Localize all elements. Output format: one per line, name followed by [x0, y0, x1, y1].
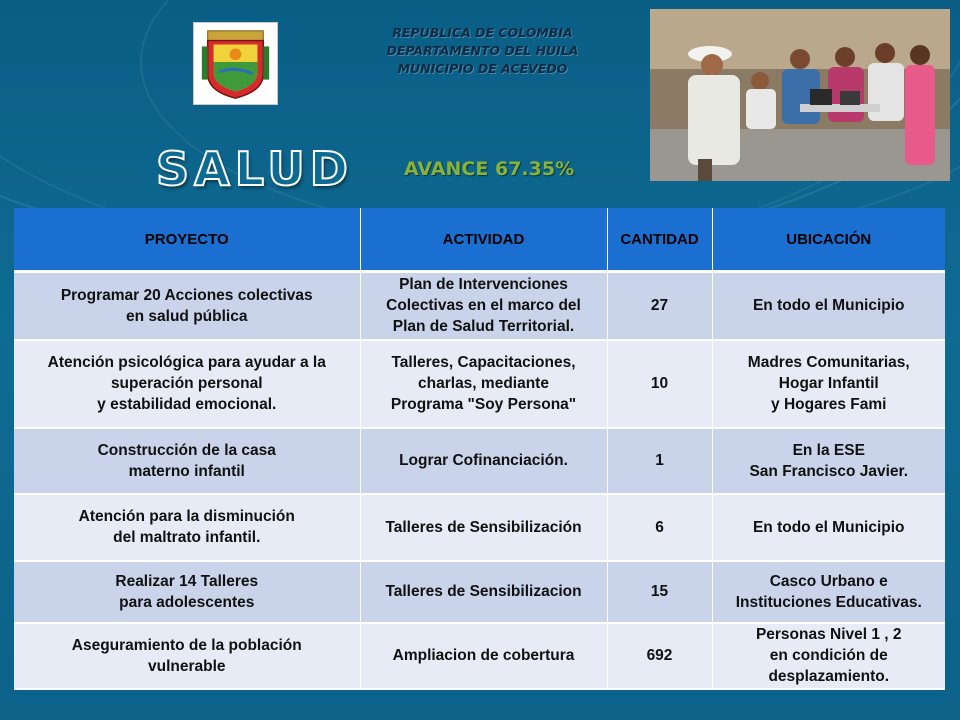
- table-row: [14, 494, 945, 561]
- cell-cantidad: 1: [607, 428, 712, 494]
- cell-actividad: Talleres de Sensibilización: [360, 494, 607, 561]
- cell-cantidad: 27: [607, 272, 712, 340]
- cell-proyecto: Atención psicológica para ayudar a la superación personal y estabilidad emocional.: [14, 340, 360, 428]
- cell-ubicacion: En la ESE San Francisco Javier.: [712, 428, 945, 494]
- cell-proyecto: Realizar 14 Talleres para adolescentes: [14, 561, 360, 623]
- header-lines: [355, 24, 610, 78]
- header-line-departamento: DEPARTAMENTO DEL HUILA: [386, 43, 579, 58]
- municipal-coat-of-arms-logo: [193, 22, 278, 105]
- community-meeting-photo: [650, 9, 950, 181]
- table-row: [14, 561, 945, 623]
- cell-proyecto: Aseguramiento de la población vulnerable: [14, 623, 360, 689]
- header-line-municipio: MUNICIPIO DE ACEVEDO: [397, 61, 568, 76]
- cell-actividad: Ampliacion de cobertura: [360, 623, 607, 689]
- cell-actividad: Talleres, Capacitaciones, charlas, mediante Programa "Soy Persona": [360, 340, 607, 428]
- column-header-actividad: ACTIVIDAD: [360, 208, 607, 272]
- cell-actividad: Lograr Cofinanciación.: [360, 428, 607, 494]
- cell-ubicacion: En todo el Municipio: [712, 272, 945, 340]
- cell-cantidad: 692: [607, 623, 712, 689]
- table-header-row: [14, 208, 945, 272]
- cell-proyecto: Construcción de la casa materno infantil: [14, 428, 360, 494]
- cell-ubicacion: Casco Urbano e Instituciones Educativas.: [712, 561, 945, 623]
- table-row: [14, 340, 945, 428]
- cell-actividad: Plan de Intervenciones Colectivas en el marco del Plan de Salud Territorial.: [360, 272, 607, 340]
- cell-ubicacion: En todo el Municipio: [712, 494, 945, 561]
- cell-ubicacion: Personas Nivel 1 , 2 en condición de desplazamiento.: [712, 623, 945, 689]
- table-row: [14, 272, 945, 340]
- column-header-cantidad: CANTIDAD: [607, 208, 712, 272]
- cell-proyecto: Programar 20 Acciones colectivas en salud pública: [14, 272, 360, 340]
- cell-cantidad: 15: [607, 561, 712, 623]
- column-header-ubicacion: UBICACIÓN: [712, 208, 945, 272]
- projects-table: [14, 208, 945, 690]
- column-header-proyecto: PROYECTO: [14, 208, 360, 272]
- cell-cantidad: 10: [607, 340, 712, 428]
- cell-ubicacion: Madres Comunitarias, Hogar Infantil y Hogares Fami: [712, 340, 945, 428]
- progress-label: AVANCE 67.35%: [404, 158, 575, 180]
- table-row: [14, 428, 945, 494]
- header-line-republica: REPUBLICA DE COLOMBIA: [392, 25, 573, 40]
- cell-actividad: Talleres de Sensibilizacion: [360, 561, 607, 623]
- table-row: [14, 623, 945, 689]
- cell-cantidad: 6: [607, 494, 712, 561]
- cell-proyecto: Atención para la disminución del maltrato infantil.: [14, 494, 360, 561]
- page-title: SALUD: [156, 142, 353, 196]
